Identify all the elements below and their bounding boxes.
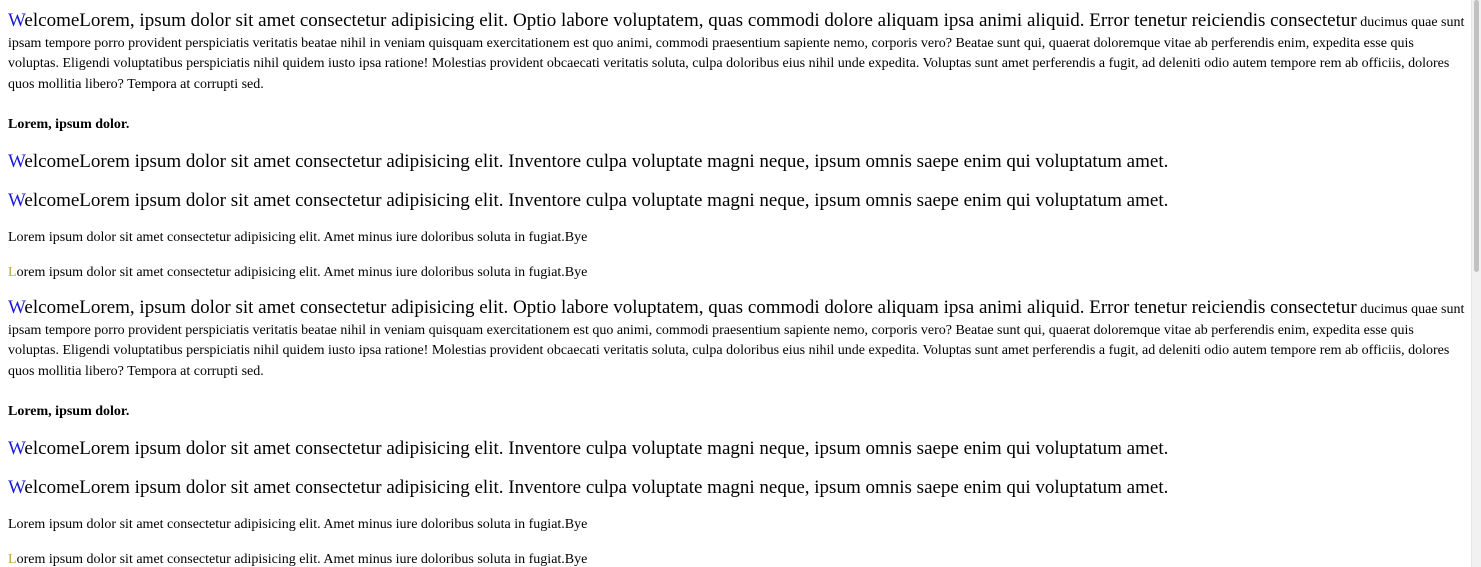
welcome-line-1 (8, 151, 1463, 172)
welcome-line-2 (8, 477, 1463, 498)
intro-lead (8, 297, 1357, 318)
drop-letter: W (8, 296, 25, 318)
welcome-line-1 (8, 438, 1463, 459)
scrollbar-thumb[interactable] (1474, 0, 1479, 272)
drop-letter: W (8, 476, 25, 498)
drop-letter: W (8, 150, 25, 172)
page-content (0, 10, 1471, 567)
intro-lead-text: elcomeLorem, ipsum dolor sit amet consectetur adipisicing elit. Optio labore voluptatem, quas commodi dolore aliquam ipsa animi aliquid. Error tenetur reiciendis consectetur (24, 10, 1357, 31)
plain-line-text: orem ipsum dolor sit amet consectetur adipisicing elit. Amet minus iure doloribus soluta in fugiat.Bye (16, 551, 588, 567)
welcome-line-text: elcomeLorem ipsum dolor sit amet consectetur adipisicing elit. Inventore culpa voluptate magni neque, ipsum omnis saepe enim qui voluptatum amet. (24, 476, 1169, 498)
intro-paragraph (8, 297, 1466, 382)
intro-lead-text: elcomeLorem, ipsum dolor sit amet consectetur adipisicing elit. Optio labore voluptatem, quas commodi dolore aliquam ipsa animi aliquid. Error tenetur reiciendis consectetur (24, 296, 1357, 318)
intro-body-text: ducimus quae sunt ipsam tempore porro provident perspiciatis veritatis beatae nihil in veniam quisquam exercitationem est quo animi, commodi praesentium sapiente nemo, corporis vero? Beatae sunt qui, quaerat doloremque vitae ab perferendis enim, expedita esse quis voluptas. Eligendi voluptatibus perspiciatis nihil quidem iusto ipsa ratione! Molestias provident obcaecati veritatis soluta, culpa doloribus eius nihil unde expedita. Voluptas sunt amet perferendis a fugit, ad deleniti odio autem tempore rem ab officiis, dolores quos mollitia libero? Tempora at corrupti sed. (8, 15, 1465, 93)
drop-letter: W (8, 437, 25, 459)
welcome-line-2 (8, 190, 1463, 211)
welcome-line-text: elcomeLorem ipsum dolor sit amet consectetur adipisicing elit. Inventore culpa voluptate magni neque, ipsum omnis saepe enim qui voluptatum amet. (24, 150, 1169, 172)
drop-letter: W (8, 189, 25, 211)
plain-line-text: orem ipsum dolor sit amet consectetur adipisicing elit. Amet minus iure doloribus soluta in fugiat.Bye (16, 264, 588, 280)
plain-line-2 (8, 551, 1463, 567)
intro-paragraph (8, 10, 1466, 95)
vertical-scrollbar[interactable] (1471, 0, 1481, 567)
intro-body-text: ducimus quae sunt ipsam tempore porro provident perspiciatis veritatis beatae nihil in veniam quisquam exercitationem est quo animi, commodi praesentium sapiente nemo, corporis vero? Beatae sunt qui, quaerat doloremque vitae ab perferendis enim, expedita esse quis voluptas. Eligendi voluptatibus perspiciatis nihil quidem iusto ipsa ratione! Molestias provident obcaecati veritatis soluta, culpa doloribus eius nihil unde expedita. Voluptas sunt amet perferendis a fugit, ad deleniti odio autem tempore rem ab officiis, dolores quos mollitia libero? Tempora at corrupti sed. (8, 301, 1465, 379)
content-section-1 (8, 10, 1463, 281)
section-heading: Lorem, ipsum dolor. (8, 403, 130, 419)
content-section-2 (8, 297, 1463, 567)
section-heading: Lorem, ipsum dolor. (8, 116, 130, 132)
drop-letter: L (8, 551, 17, 567)
plain-line-2 (8, 264, 1463, 281)
drop-letter: L (8, 264, 17, 280)
plain-line-1: Lorem ipsum dolor sit amet consectetur adipisicing elit. Amet minus iure doloribus soluta in fugiat.Bye (8, 516, 588, 532)
plain-line-1: Lorem ipsum dolor sit amet consectetur adipisicing elit. Amet minus iure doloribus soluta in fugiat.Bye (8, 229, 588, 245)
intro-lead (8, 10, 1357, 31)
welcome-line-text: elcomeLorem ipsum dolor sit amet consectetur adipisicing elit. Inventore culpa voluptate magni neque, ipsum omnis saepe enim qui voluptatum amet. (24, 189, 1169, 211)
drop-letter: W (8, 10, 25, 31)
welcome-line-text: elcomeLorem ipsum dolor sit amet consectetur adipisicing elit. Inventore culpa voluptate magni neque, ipsum omnis saepe enim qui voluptatum amet. (24, 437, 1169, 459)
